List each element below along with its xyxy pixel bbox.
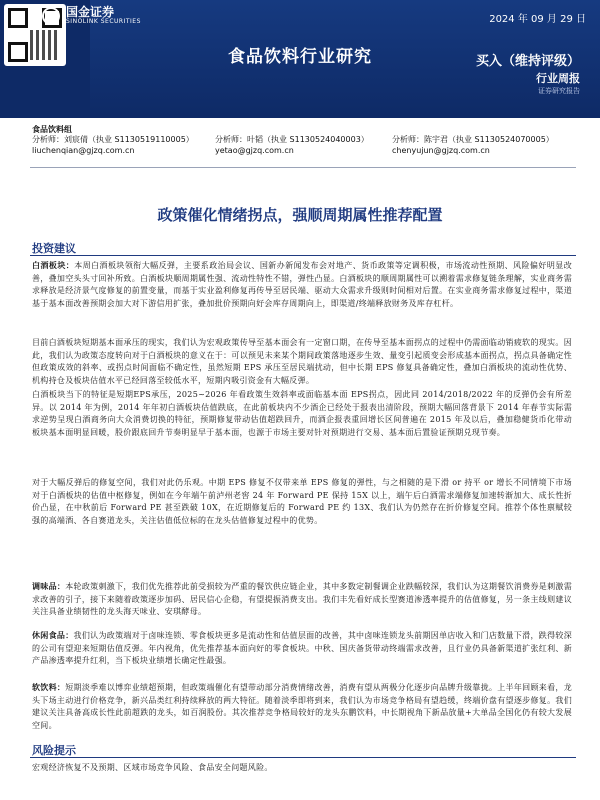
analyst-3-email[interactable]: chenyujun@gjzq.com.cn	[392, 146, 490, 155]
baijiu-label: 白酒板块：	[32, 261, 75, 270]
softdrinks-label: 软饮料：	[32, 683, 66, 692]
seasoning-label: 调味品：	[32, 582, 66, 591]
analyst-1-line: 分析师：刘宸倩（执业 S1130519110005）	[32, 135, 194, 144]
header-banner	[0, 0, 600, 118]
baijiu-text: 本周白酒板块领衔大幅反弹，主要系政治局会议、国新办新闻发布会对地产、货币政策等定调积极，市场流动性预期、风险偏好明显改善，叠加空头头寸回补所致。白酒板块顺周期属性强、流动性特性不错，弹性凸显。白酒板块的顺周期属性可以溯着需求修复链条理解，实业商务需求释放是经济景气度修复的前置变量，而基于实业盈利修复再传导至居民端、驱动大众需求升级则时间相对后置。在实业商务需求修复过程中，渠道基于基本面改善预期会加大对下游信用扩张，叠加批价预期向好会库存周期向上，即渠道/终端释放财务及库存杠杆。	[32, 261, 572, 309]
snacks-label: 休闲食品：	[32, 631, 74, 640]
softdrinks-text: 短期淡季难以博弈业绩超预期，但政策端催化有望带动部分消费情绪改善，消费有望从两极分化逐步向品牌升级靠拢。上半年回顾来看，龙头下场主动进行价格竞争，新兴品类红利持续释放的两大特征。随着淡季即将到来，我们认为市场竞争格局有望趋缓，终端价盘有望逐步修复。我们建议关注具备高成长性此前超跌的龙头，如百润股份。其次推荐竞争格局较好的龙头东鹏饮料，中长期视角下新品放量+大单品全国化仍有较大发展空间。	[32, 683, 572, 731]
analyst-2-line: 分析师：叶韬（执业 S1130524040003）	[215, 135, 369, 144]
report-subtitle: 证券研究报告	[538, 87, 580, 95]
paragraph-4: 对于大幅反弹后的修复空间，我们对此仍乐观。中期 EPS 修复不仅带来单 EPS 修复的弹性，与之相随的是下滑 or 持平 or 增长不同情境下市场对于白酒板块的估值中枢修复，例如在今年端午前泸州老窖 24 年 Forward PE 保持 15X 以上，端午后白酒需求端修复加速转渐加大、成长性折价凸显，在中秋前后 Forward PE 甚至跌破 10X，在近期修复后的 Forward PE 约 13X、我们认为仍然存在折价修复空间。推荐个体性禀赋较强的高端酒、各自赛道龙头，关注估值低位标的在龙头估值修复过程中的优势。	[32, 478, 572, 526]
analyst-1-email[interactable]: liuchenqian@gjzq.com.cn	[32, 146, 135, 155]
report-type: 行业周报	[536, 72, 580, 85]
paragraph-baijiu	[32, 260, 572, 311]
rating: 买入（维持评级）	[475, 54, 580, 69]
logo-icon	[42, 7, 60, 25]
analyst-3-line: 分析师：陈宇君（执业 S1130524070005）	[392, 135, 554, 144]
logo-cn: 国金证券	[66, 5, 115, 19]
main-title: 政策催化情绪拐点，强顺周期属性推荐配置	[157, 206, 443, 224]
divider	[30, 167, 576, 168]
paragraph-3: 白酒板块当下的特征是短期EPS承压，2025~2026 年看政策生效斜率或面临基本面 EPS拐点，因此同 2014/2018/2022 年的反弹仍会有所差异。以 2014 年为例，2014 年年初白酒板块估值跌底，在此前板块内不少酒企已经处于报表出清阶段，预期大幅回落背景下 2014 年春节实际需求逆势呈现白酒商务向大众消费切换的特征，预期修复带动估值超跌回升，而酒企报表重回增长区间普遍在 2015 年及以后，叠加稳健货币化带动板块基本面明显回暖，股价跟底回升节奏明显早于基本面，也源于市场主要对针对预期进行交易、基本面后置验证预期兑现节奏。	[32, 390, 572, 438]
report-date: 2024 年 09 月 29 日	[489, 14, 586, 25]
invest-heading: 投资建议	[32, 242, 76, 255]
logo-en: SINOLINK SECURITIES	[66, 18, 141, 25]
risk-heading: 风险提示	[32, 744, 76, 757]
analyst-3	[392, 134, 554, 156]
risk-text: 宏观经济恢复不及预期、区域市场竞争风险、食品安全问题风险。	[32, 763, 273, 772]
seasoning-text: 本轮政策刺激下，我们优先推荐此前受损较为严重的餐饮供应链企业，其中多数定制餐调企业跌幅较深，我们认为这期餐饮消费券是刺激需求改善的引子，接下来随着政策逐步加码、居民信心企稳，有望提振消费支出。我们丰先看好成长型赛道渗透率提升的估值修复，另一条主线则建议关注具备业绩韧性的龙头海天味业、安琪酵母。	[32, 582, 572, 617]
analyst-2	[215, 134, 369, 156]
paragraph-snacks	[32, 630, 572, 668]
invest-rule	[30, 255, 576, 256]
company-logo	[42, 6, 141, 26]
analyst-1	[32, 134, 194, 156]
snacks-text: 我们认为政策端对于卤味连锁、零食板块更多是流动性和估值层面的改善，其中卤味连锁龙头前期因单店收入和门店数量下滑，跌得较深的公司有望迎来短期估值反弹。年内视角，优先推荐基本面向好的零食板块。中秋、国庆备货带动终端需求改善，且行业仍具备新渠道扩张红利、新产品渗透率提升红利，当下板块业绩增长确定性最强。	[32, 631, 573, 666]
paragraph-seasoning	[32, 581, 572, 619]
analyst-2-email[interactable]: yetao@gjzq.com.cn	[215, 146, 294, 155]
risk-rule	[30, 757, 576, 758]
report-title: 食品饮料行业研究	[228, 47, 372, 67]
paragraph-2: 目前白酒板块短期基本面承压的现实，我们认为宏观政策传导至基本面会有一定窗口期，在传导至基本面拐点的过程中仍需面临动销疲软的现实。因此，我们认为政策态度转向对于白酒板块的意义在于：可以预见未来某个期间政策落地逐步生效、量变引起质变会形成基本面拐点，拐点具备确定性但政策成效的斜率、或拐点时间面临不确定性，虽然短期 EPS 承压至居民端扰动，但中长期 EPS 修复具备确定性，叠加白酒板块的流动性优势、机构持仓及板块估值水平已经回落至较低水平，短期内吸引资金有大幅反弹。	[32, 338, 572, 386]
sector-label: 食品饮料组	[32, 125, 72, 134]
paragraph-softdrinks	[32, 682, 572, 733]
